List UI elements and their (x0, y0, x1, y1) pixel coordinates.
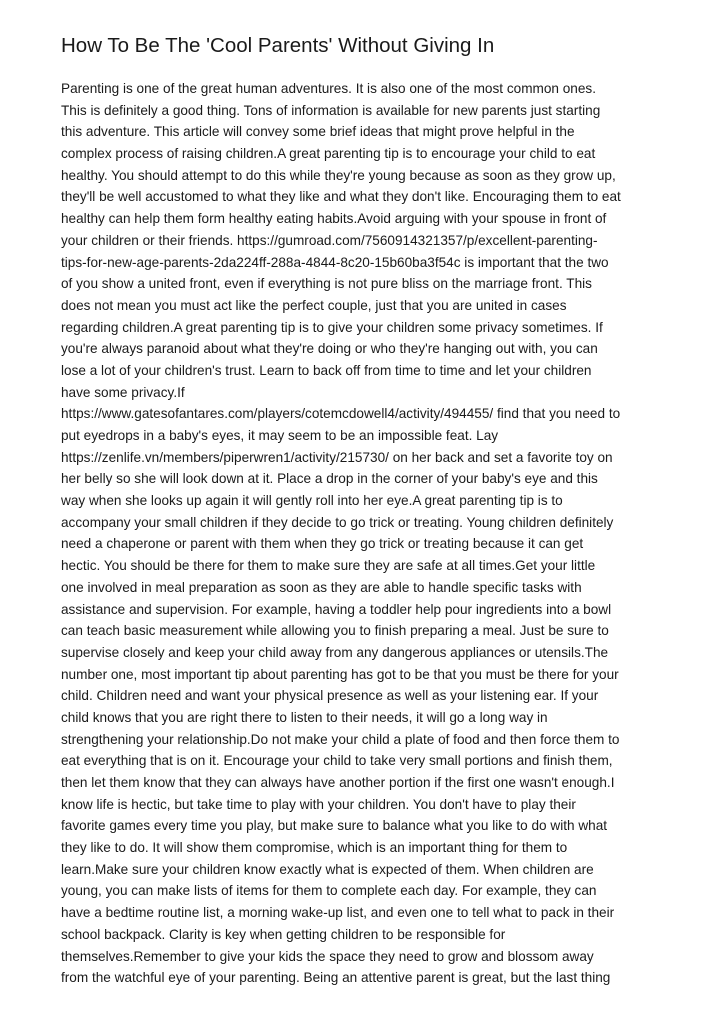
body-line: complex process of raising children.A great parenting tip is to encourage your child to eat (61, 146, 596, 162)
body-line: know life is hectic, but take time to play with your children. You don't have to play their (61, 796, 576, 812)
body-line: this adventure. This article will convey some brief ideas that might prove helpful in the (61, 124, 575, 140)
body-line: then let them know that they can always have another portion if the first one wasn't enough.I (61, 775, 615, 790)
body-line: have a bedtime routine list, a morning wake-up list, and even one to tell what to pack in their (61, 905, 615, 921)
body-line: tips-for-new-age-parents-2da224ff-288a-4844-8c20-15b60ba3f54c is important that the two (61, 254, 609, 270)
body-line: https://zenlife.vn/members/piperwren1/activity/215730/ on her back and set a favorite toy on (61, 449, 613, 465)
body-line: they'll be well accustomed to what they like and what they don't like. Encouraging them to eat (61, 189, 621, 205)
body-line: regarding children.A great parenting tip is to give your children some privacy sometimes. If (61, 319, 603, 335)
body-line: need a chaperone or parent with them when they go trick or treating because it can get (61, 536, 584, 552)
body-line: This is definitely a good thing. Tons of information is available for new parents just starting (61, 102, 601, 118)
body-line: lose a lot of your children's trust. Learn to back off from time to time and let your children (61, 362, 592, 378)
body-line: learn.Make sure your children know exactly what is expected of them. When children are (61, 861, 594, 877)
body-line: healthy. You should attempt to do this while they're young because as soon as they grow up, (61, 167, 616, 183)
body-line: school backpack. Clarity is key when getting children to be responsible for (61, 926, 506, 942)
body-line: strengthening your relationship.Do not make your child a plate of food and then force them to (61, 731, 620, 747)
body-line: accompany your small children if they decide to go trick or treating. Young children definitely (61, 514, 614, 530)
body-line: healthy can help them form healthy eating habits.Avoid arguing with your spouse in front of (61, 211, 607, 227)
body-line: young, you can make lists of items for them to complete each day. For example, they can (61, 883, 597, 899)
document-body (61, 78, 701, 989)
body-line: your children or their friends. https://gumroad.com/7560914321357/p/excellent-parenting- (61, 232, 598, 248)
body-line: child knows that you are right there to listen to their needs, it will go a long way in (61, 709, 548, 725)
body-line: way when she looks up again it will gently roll into her eye.A great parenting tip is to (61, 493, 563, 509)
body-line: does not mean you must act like the perfect couple, just that you are united in cases (61, 297, 567, 313)
body-line: can teach basic measurement while allowing you to finish preparing a meal. Just be sure to (61, 623, 609, 639)
body-line: number one, most important tip about parenting has got to be that you must be there for your (61, 666, 619, 682)
body-line: you're always paranoid about what they're doing or who they're hanging out with, you can (61, 341, 598, 357)
body-line: Parenting is one of the great human adventures. It is also one of the most common ones. (61, 81, 596, 96)
body-line: themselves.Remember to give your kids the space they need to grow and blossom away (61, 948, 594, 964)
body-line: assistance and supervision. For example, having a toddler help pour ingredients into a bowl (61, 601, 612, 617)
body-line: put eyedrops in a baby's eyes, it may seem to be an impossible feat. Lay (61, 428, 499, 443)
body-line: https://www.gatesofantares.com/players/cotemcdowell4/activity/494455/ find that you need to (61, 406, 621, 422)
body-line: of you show a united front, even if everything is not pure bliss on the marriage front. This (61, 276, 592, 292)
body-line: favorite games every time you play, but make sure to balance what you like to do with what (61, 818, 608, 834)
body-line: supervise closely and keep your child away from any dangerous appliances or utensils.The (61, 644, 609, 660)
body-line: hectic. You should be there for them to make sure they are safe at all times.Get your little (61, 558, 596, 574)
body-line: her belly so she will look down at it. Place a drop in the corner of your baby's eye and this (61, 471, 598, 487)
body-line: one involved in meal preparation as soon as they are able to handle specific tasks with (61, 579, 582, 595)
document-title: How To Be The 'Cool Parents' Without Giving In (61, 34, 495, 57)
body-line: child. Children need and want your physical presence as well as your listening ear. If your (61, 688, 599, 704)
body-line: have some privacy.If (61, 384, 185, 400)
body-line: from the watchful eye of your parenting. Being an attentive parent is great, but the last thing (61, 970, 611, 986)
body-line: they like to do. It will show them compromise, which is an important thing for them to (61, 840, 568, 856)
body-line: eat everything that is on it. Encourage your child to take very small portions and finish them, (61, 753, 613, 769)
